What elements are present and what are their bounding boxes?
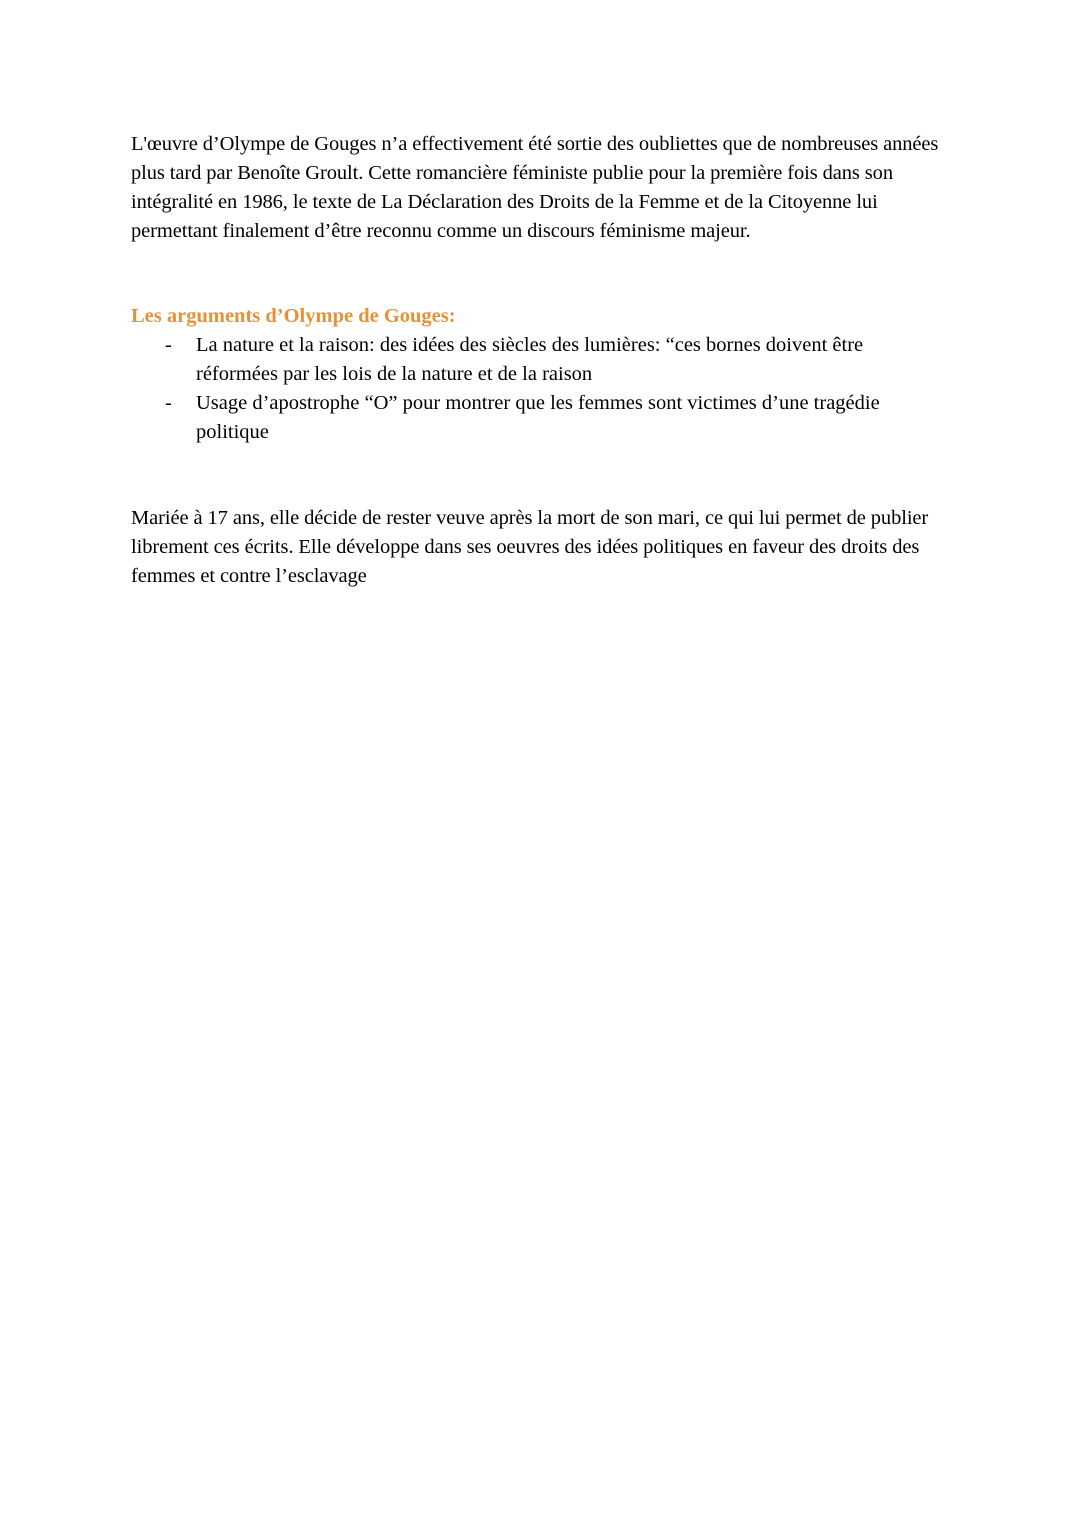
list-item-text: Usage d’apostrophe “O” pour montrer que les femmes sont victimes d’une tragédie politique <box>196 392 880 443</box>
list-item <box>131 331 941 389</box>
paragraph-biography: Mariée à 17 ans, elle décide de rester veuve après la mort de son mari, ce qui lui permet de publier librement ces écrits. Elle développe dans ses oeuvres des idées politiques en faveur des droits des femmes et contre l’esclavage <box>131 507 929 587</box>
section-heading: Les arguments d’Olympe de Gouges: <box>131 305 456 327</box>
list-item-text: La nature et la raison: des idées des siècles des lumières: “ces bornes doivent être réformées par les lois de la nature et de la raison <box>196 334 864 385</box>
list-item <box>131 389 941 447</box>
bullet-dash-icon: - <box>165 392 172 414</box>
arguments-list <box>131 331 941 447</box>
bullet-dash-icon: - <box>165 334 172 356</box>
arguments-section <box>131 302 941 447</box>
paragraph-oeuvre-rediscovery: L'œuvre d’Olympe de Gouges n’a effectivement été sortie des oubliettes que de nombreuses années plus tard par Benoîte Groult. Cette romancière féministe publie pour la première fois dans son intégralité en 1986, le texte de La Déclaration des Droits de la Femme et de la Citoyenne lui permettant finalement d’être reconnu comme un discours féminisme majeur. <box>131 133 939 242</box>
